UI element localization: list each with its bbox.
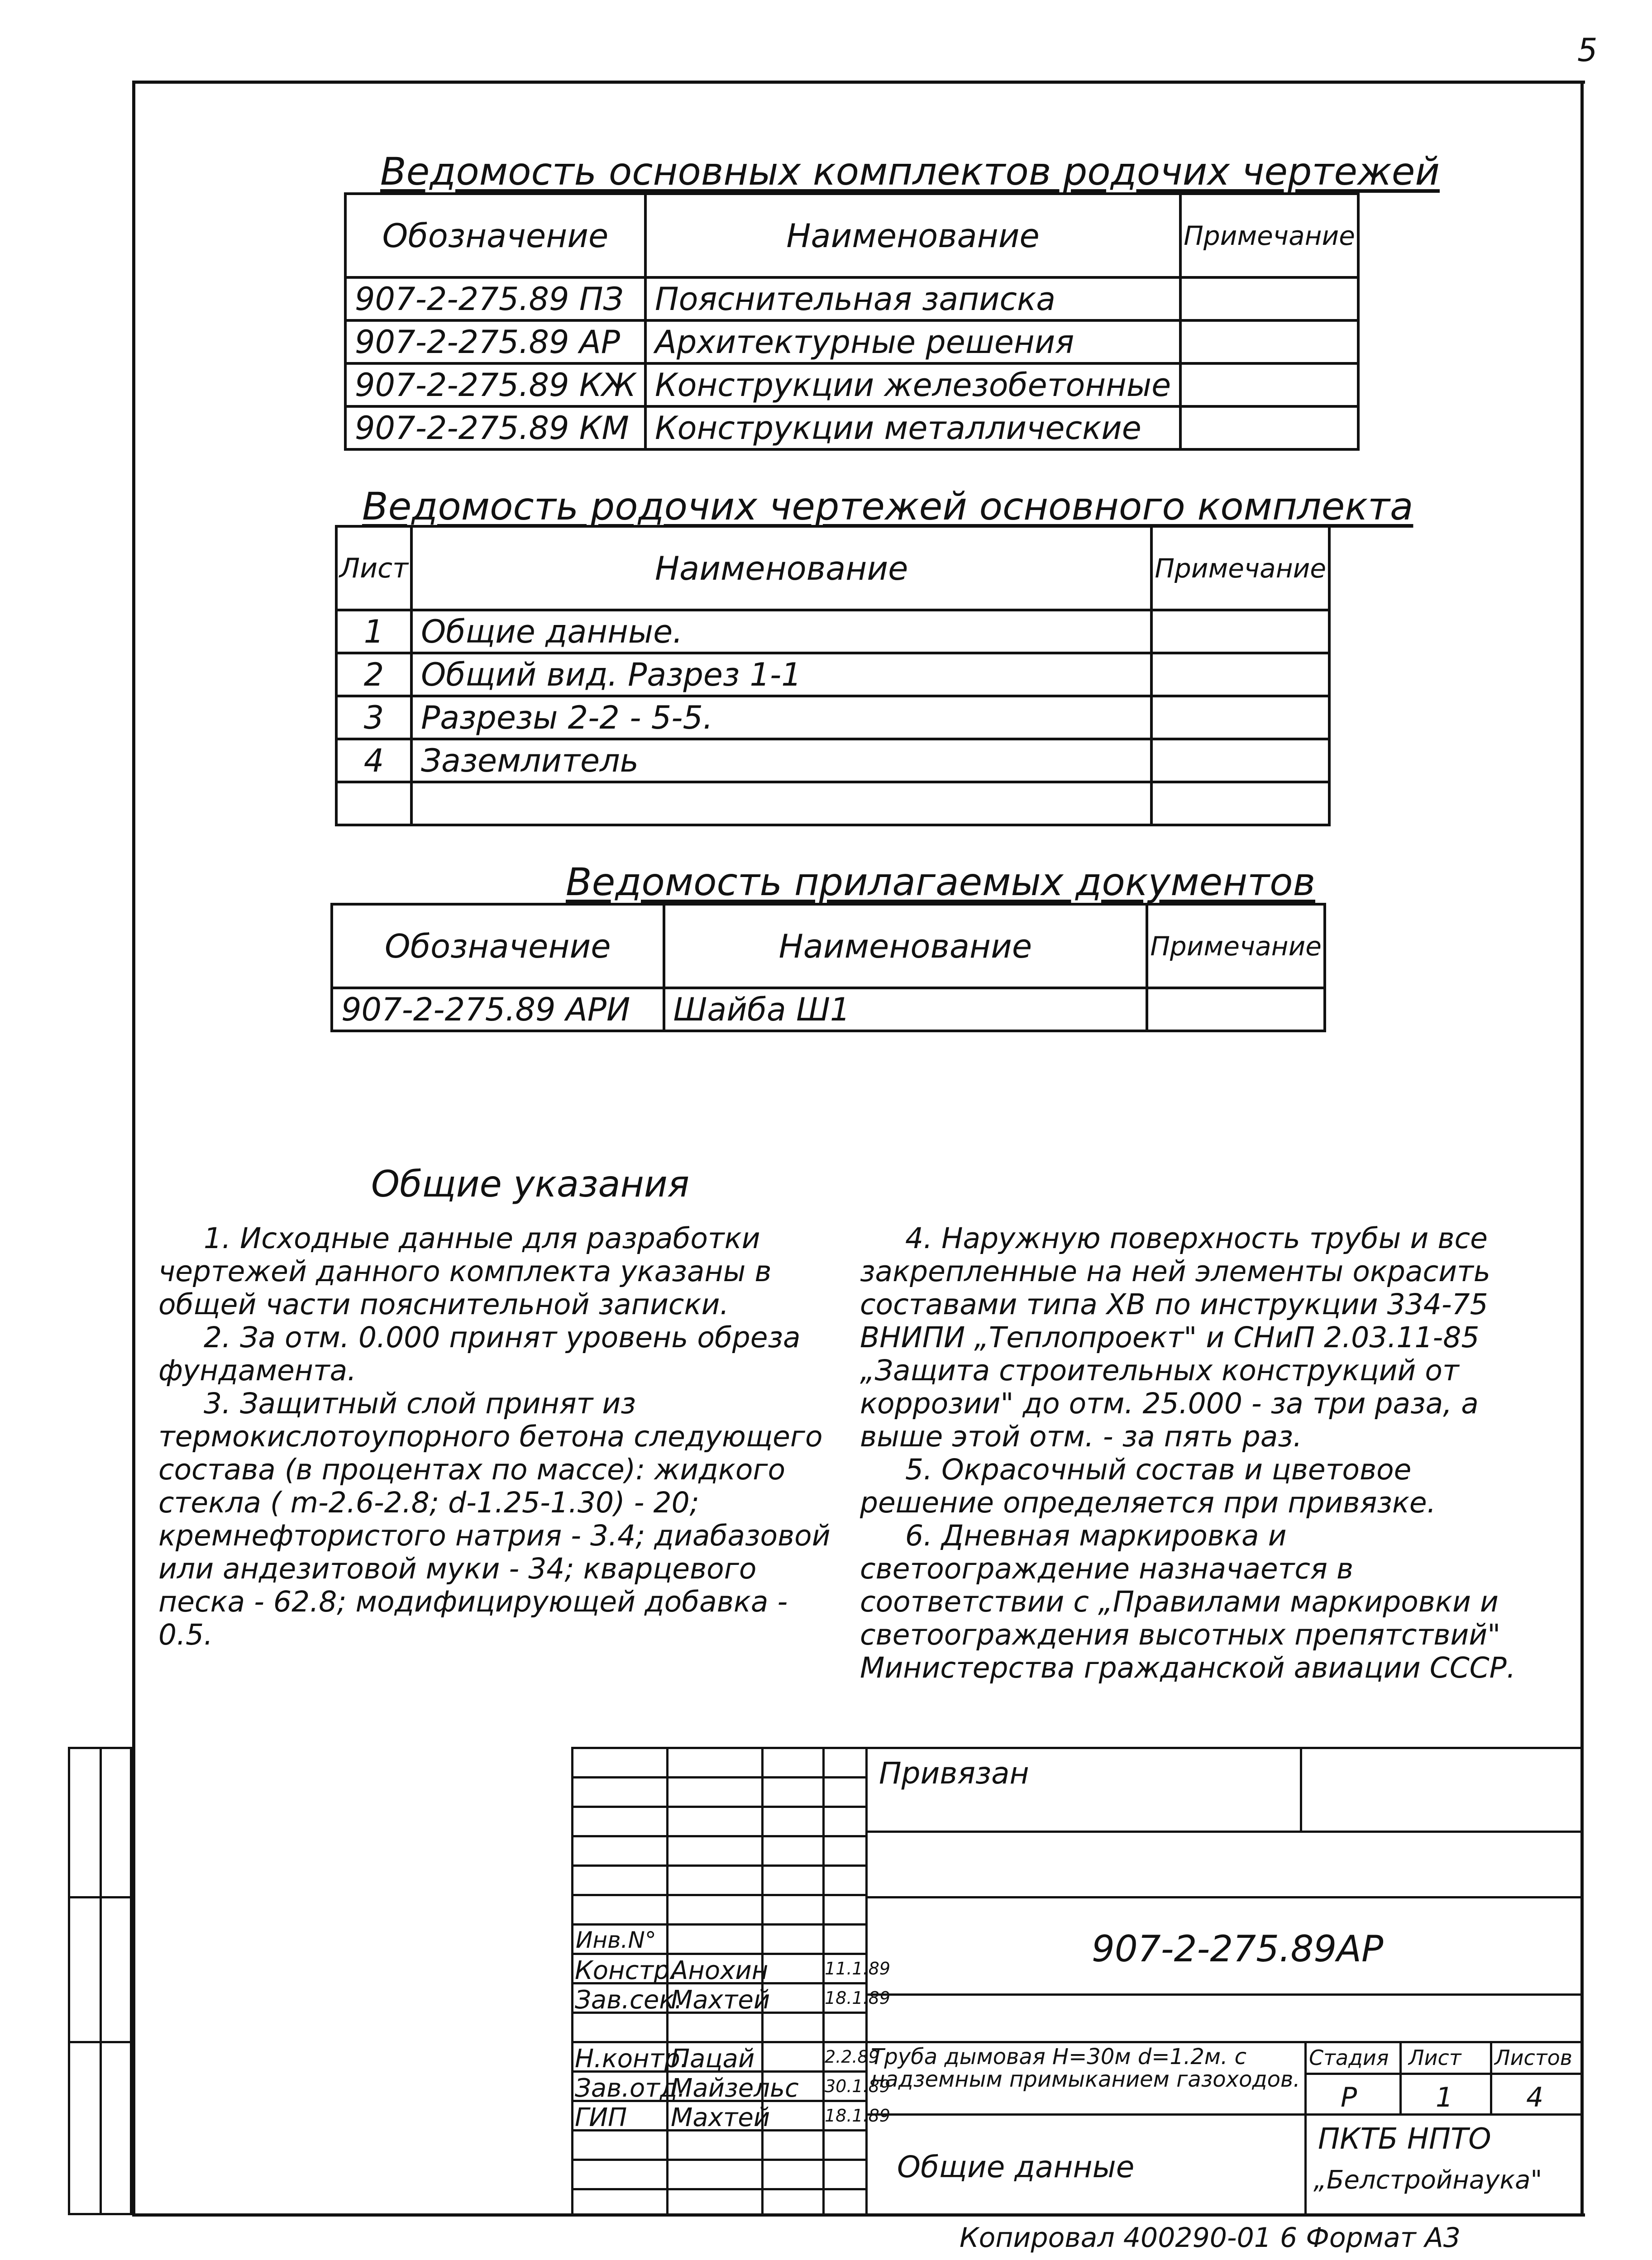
table-row	[345, 406, 1358, 449]
table3-header-designation: Обозначение	[332, 904, 664, 988]
table3-header-name: Наименование	[664, 904, 1147, 988]
row-name: Заземлитель	[411, 739, 1151, 782]
organization-line1: ПКТБ НПТО	[1318, 2122, 1491, 2156]
table-row	[345, 363, 1358, 406]
table2-header-sheet: Лист	[336, 526, 411, 610]
privyazan-label: Привязан	[879, 1756, 1029, 1791]
note-paragraph: 4. Наружную поверхность трубы и все закрепленные на ней элементы окрасить составами типа ХВ по инструкции 334-75 ВНИПИ „Теплопроект" и СНиП 2.03.11-85 „Защита строительных конструкций от коррозии" до отм. 25.000 - за три раза, а выше этой отм. - за пять раз.	[860, 1222, 1490, 1453]
object-name: Труба дымовая Н=30м d=1.2м. с надземным примыканием газоходов.	[871, 2044, 1300, 2092]
row-designation: 907-2-275.89 АР	[345, 320, 645, 363]
role-label: Констр.	[575, 1956, 678, 1985]
drawing-designation: 907-2-275.89АР	[1092, 1928, 1384, 1970]
role-name: Махтей	[671, 1985, 770, 2015]
main-sets-table	[344, 192, 1360, 451]
sheet-title: Общие данные	[897, 2150, 1135, 2184]
row-note	[1151, 696, 1329, 739]
table3-header-note: Примечание	[1147, 904, 1325, 988]
sheets-table	[335, 525, 1331, 826]
role-date: 30.1.89	[825, 2076, 891, 2096]
table-row	[345, 320, 1358, 363]
role-date: 18.1.89	[825, 2106, 891, 2126]
row-sheet: 1	[336, 610, 411, 653]
row-note	[1151, 782, 1329, 825]
table-row	[336, 739, 1329, 782]
row-note	[1180, 320, 1358, 363]
note-paragraph: 3. Защитный слой принят из термокислотоупорного бетона следующего состава (в процентах по массе): жидкого стекла ( m-2.6-2.8; d-1.25-1.30) - 20; кремнефтористого натрия - 3.4; диабазовой или андезитовой муки - 34; кварцевого песка - 62.8; модифицирующей добавка - 0.5.	[158, 1387, 831, 1651]
table-row	[336, 696, 1329, 739]
role-label: Н.контр.	[575, 2044, 688, 2074]
role-name: Махтей	[671, 2103, 770, 2132]
notes-right-column	[860, 1222, 1539, 1684]
copy-format-line: Копировал 400290-01 6 Формат А3	[960, 2222, 1461, 2254]
row-designation: 907-2-275.89 КЖ	[345, 363, 645, 406]
row-note	[1180, 406, 1358, 449]
table3-title: Ведомость прилагаемых документов	[566, 860, 1315, 904]
left-margin-strip	[68, 1747, 132, 2215]
row-name: Конструкции железобетонные	[645, 363, 1180, 406]
table-row	[336, 610, 1329, 653]
row-note	[1151, 739, 1329, 782]
row-name: Пояснительная записка	[645, 277, 1180, 320]
page-number: 5	[1577, 32, 1598, 69]
table2-header-note: Примечание	[1151, 526, 1329, 610]
role-name: Анохин	[671, 1956, 769, 1985]
title-block	[571, 1747, 1583, 2215]
sheet-header: Лист	[1408, 2045, 1461, 2070]
attached-docs-table	[330, 903, 1326, 1032]
row-name: Шайба Ш1	[664, 988, 1147, 1031]
notes-heading: Общие указания	[371, 1163, 689, 1205]
role-date: 18.1.89	[825, 1988, 891, 2008]
table2-title: Ведомость родочих чертежей основного комплекта	[362, 484, 1413, 529]
row-sheet: 4	[336, 739, 411, 782]
note-paragraph: 1. Исходные данные для разработки чертежей данного комплекта указаны в общей части пояснительной записки.	[158, 1222, 772, 1321]
table1-title: Ведомость основных комплектов родочих чертежей	[380, 149, 1440, 194]
row-designation: 907-2-275.89 КМ	[345, 406, 645, 449]
row-name: Архитектурные решения	[645, 320, 1180, 363]
role-name: Майзельс	[671, 2074, 799, 2103]
row-note	[1147, 988, 1325, 1031]
row-sheet: 3	[336, 696, 411, 739]
table1-header-note: Примечание	[1180, 194, 1358, 277]
row-note	[1151, 653, 1329, 696]
inv-label: Инв.N°	[576, 1927, 656, 1953]
row-name: Общие данные.	[411, 610, 1151, 653]
note-paragraph: 6. Дневная маркировка и светоограждение назначается в соответствии с „Правилами маркировки и светоограждения высотных препятствий" Министерства гражданской авиации СССР.	[860, 1519, 1516, 1684]
row-note	[1180, 363, 1358, 406]
row-designation: 907-2-275.89 ПЗ	[345, 277, 645, 320]
organization-line2: „Белстройнаука"	[1313, 2165, 1542, 2195]
note-paragraph: 5. Окрасочный состав и цветовое решение определяется при привязке.	[860, 1453, 1436, 1519]
table-row	[336, 653, 1329, 696]
table2-header-name: Наименование	[411, 526, 1151, 610]
row-name: Общий вид. Разрез 1-1	[411, 653, 1151, 696]
row-sheet	[336, 782, 411, 825]
stage-header: Стадия	[1309, 2045, 1389, 2070]
table-row	[345, 277, 1358, 320]
row-name	[411, 782, 1151, 825]
row-sheet: 2	[336, 653, 411, 696]
role-date: 2.2.89	[825, 2047, 879, 2067]
sheet-value: 1	[1436, 2082, 1453, 2113]
role-name: Пацай	[671, 2044, 755, 2074]
table1-header-designation: Обозначение	[345, 194, 645, 277]
stage-value: Р	[1341, 2082, 1357, 2113]
role-label: Зав.отд.	[575, 2074, 686, 2103]
row-note	[1151, 610, 1329, 653]
table1-header-name: Наименование	[645, 194, 1180, 277]
row-designation: 907-2-275.89 АРИ	[332, 988, 664, 1031]
row-name: Конструкции металлические	[645, 406, 1180, 449]
sheets-header: Листов	[1494, 2045, 1572, 2070]
notes-left-column	[158, 1222, 837, 1651]
row-name: Разрезы 2-2 - 5-5.	[411, 696, 1151, 739]
row-note	[1180, 277, 1358, 320]
note-paragraph: 2. За отм. 0.000 принят уровень обреза фундамента.	[158, 1321, 801, 1387]
role-date: 11.1.89	[825, 1959, 891, 1979]
role-label: Зав.сек.	[575, 1985, 683, 2015]
table-row	[332, 988, 1325, 1031]
table-row	[336, 782, 1329, 825]
role-label: ГИП	[575, 2103, 627, 2132]
sheets-value: 4	[1526, 2082, 1544, 2113]
